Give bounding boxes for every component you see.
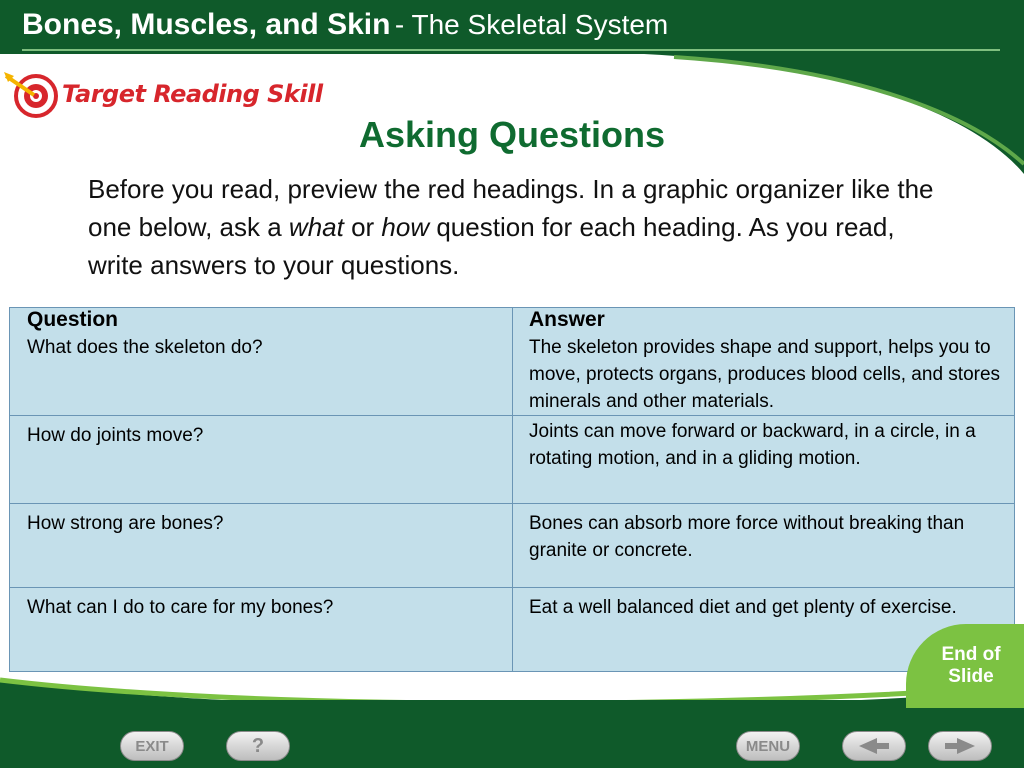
slide-header xyxy=(0,0,1024,62)
end-of-slide-line2: Slide xyxy=(948,666,994,687)
exit-label: EXIT xyxy=(135,737,169,755)
answer-cell: The skeleton provides shape and support, helps you to move, protects organs, produces blood cells, and stores minerals and other materials. xyxy=(513,332,1015,416)
exit-button[interactable] xyxy=(120,731,184,761)
table-row xyxy=(10,588,1015,672)
chapter-title: Bones, Muscles, and Skin xyxy=(22,8,391,41)
menu-label: MENU xyxy=(745,737,791,755)
end-of-slide-line1: End of xyxy=(941,644,1001,665)
table-row xyxy=(10,332,1015,416)
help-icon: ? xyxy=(251,734,265,757)
intro-what: what xyxy=(288,212,344,242)
table-row xyxy=(10,504,1015,588)
intro-text-1: Before you read, preview the red headings. In a graphic organizer like the one below, ask a xyxy=(88,174,934,242)
answer-cell: Bones can absorb more force without breaking than granite or concrete. xyxy=(513,504,1015,588)
question-cell: What does the skeleton do? xyxy=(10,332,513,416)
menu-button[interactable] xyxy=(736,731,800,761)
table-header-row xyxy=(10,308,1015,333)
question-answer-table xyxy=(9,307,1015,672)
target-reading-skill-badge xyxy=(4,70,323,118)
target-icon xyxy=(4,70,58,118)
arrow-right-icon xyxy=(943,737,977,755)
table-row xyxy=(10,416,1015,504)
intro-text-2: question for each heading. As you read, write answers to your questions. xyxy=(88,212,895,280)
next-button[interactable] xyxy=(928,731,992,761)
question-cell: How do joints move? xyxy=(10,416,513,504)
intro-paragraph xyxy=(88,170,938,284)
slide-title xyxy=(22,8,668,42)
help-button[interactable] xyxy=(226,731,290,761)
skill-label: Target Reading Skill xyxy=(62,80,323,108)
column-header-question: Question xyxy=(10,308,513,333)
intro-how: how xyxy=(381,212,430,242)
arrow-left-icon xyxy=(857,737,891,755)
answer-cell: Joints can move forward or backward, in a circle, in a rotating motion, and in a gliding motion. xyxy=(513,416,1015,504)
previous-button[interactable] xyxy=(842,731,906,761)
question-cell: What can I do to care for my bones? xyxy=(10,588,513,672)
answer-cell: Eat a well balanced diet and get plenty of exercise. xyxy=(513,588,1015,672)
section-title: - The Skeletal System xyxy=(394,9,669,40)
question-cell: How strong are bones? xyxy=(10,504,513,588)
header-divider xyxy=(22,49,1000,51)
page-title: Asking Questions xyxy=(358,114,666,155)
column-header-answer: Answer xyxy=(513,308,1015,333)
intro-or: or xyxy=(343,212,382,242)
